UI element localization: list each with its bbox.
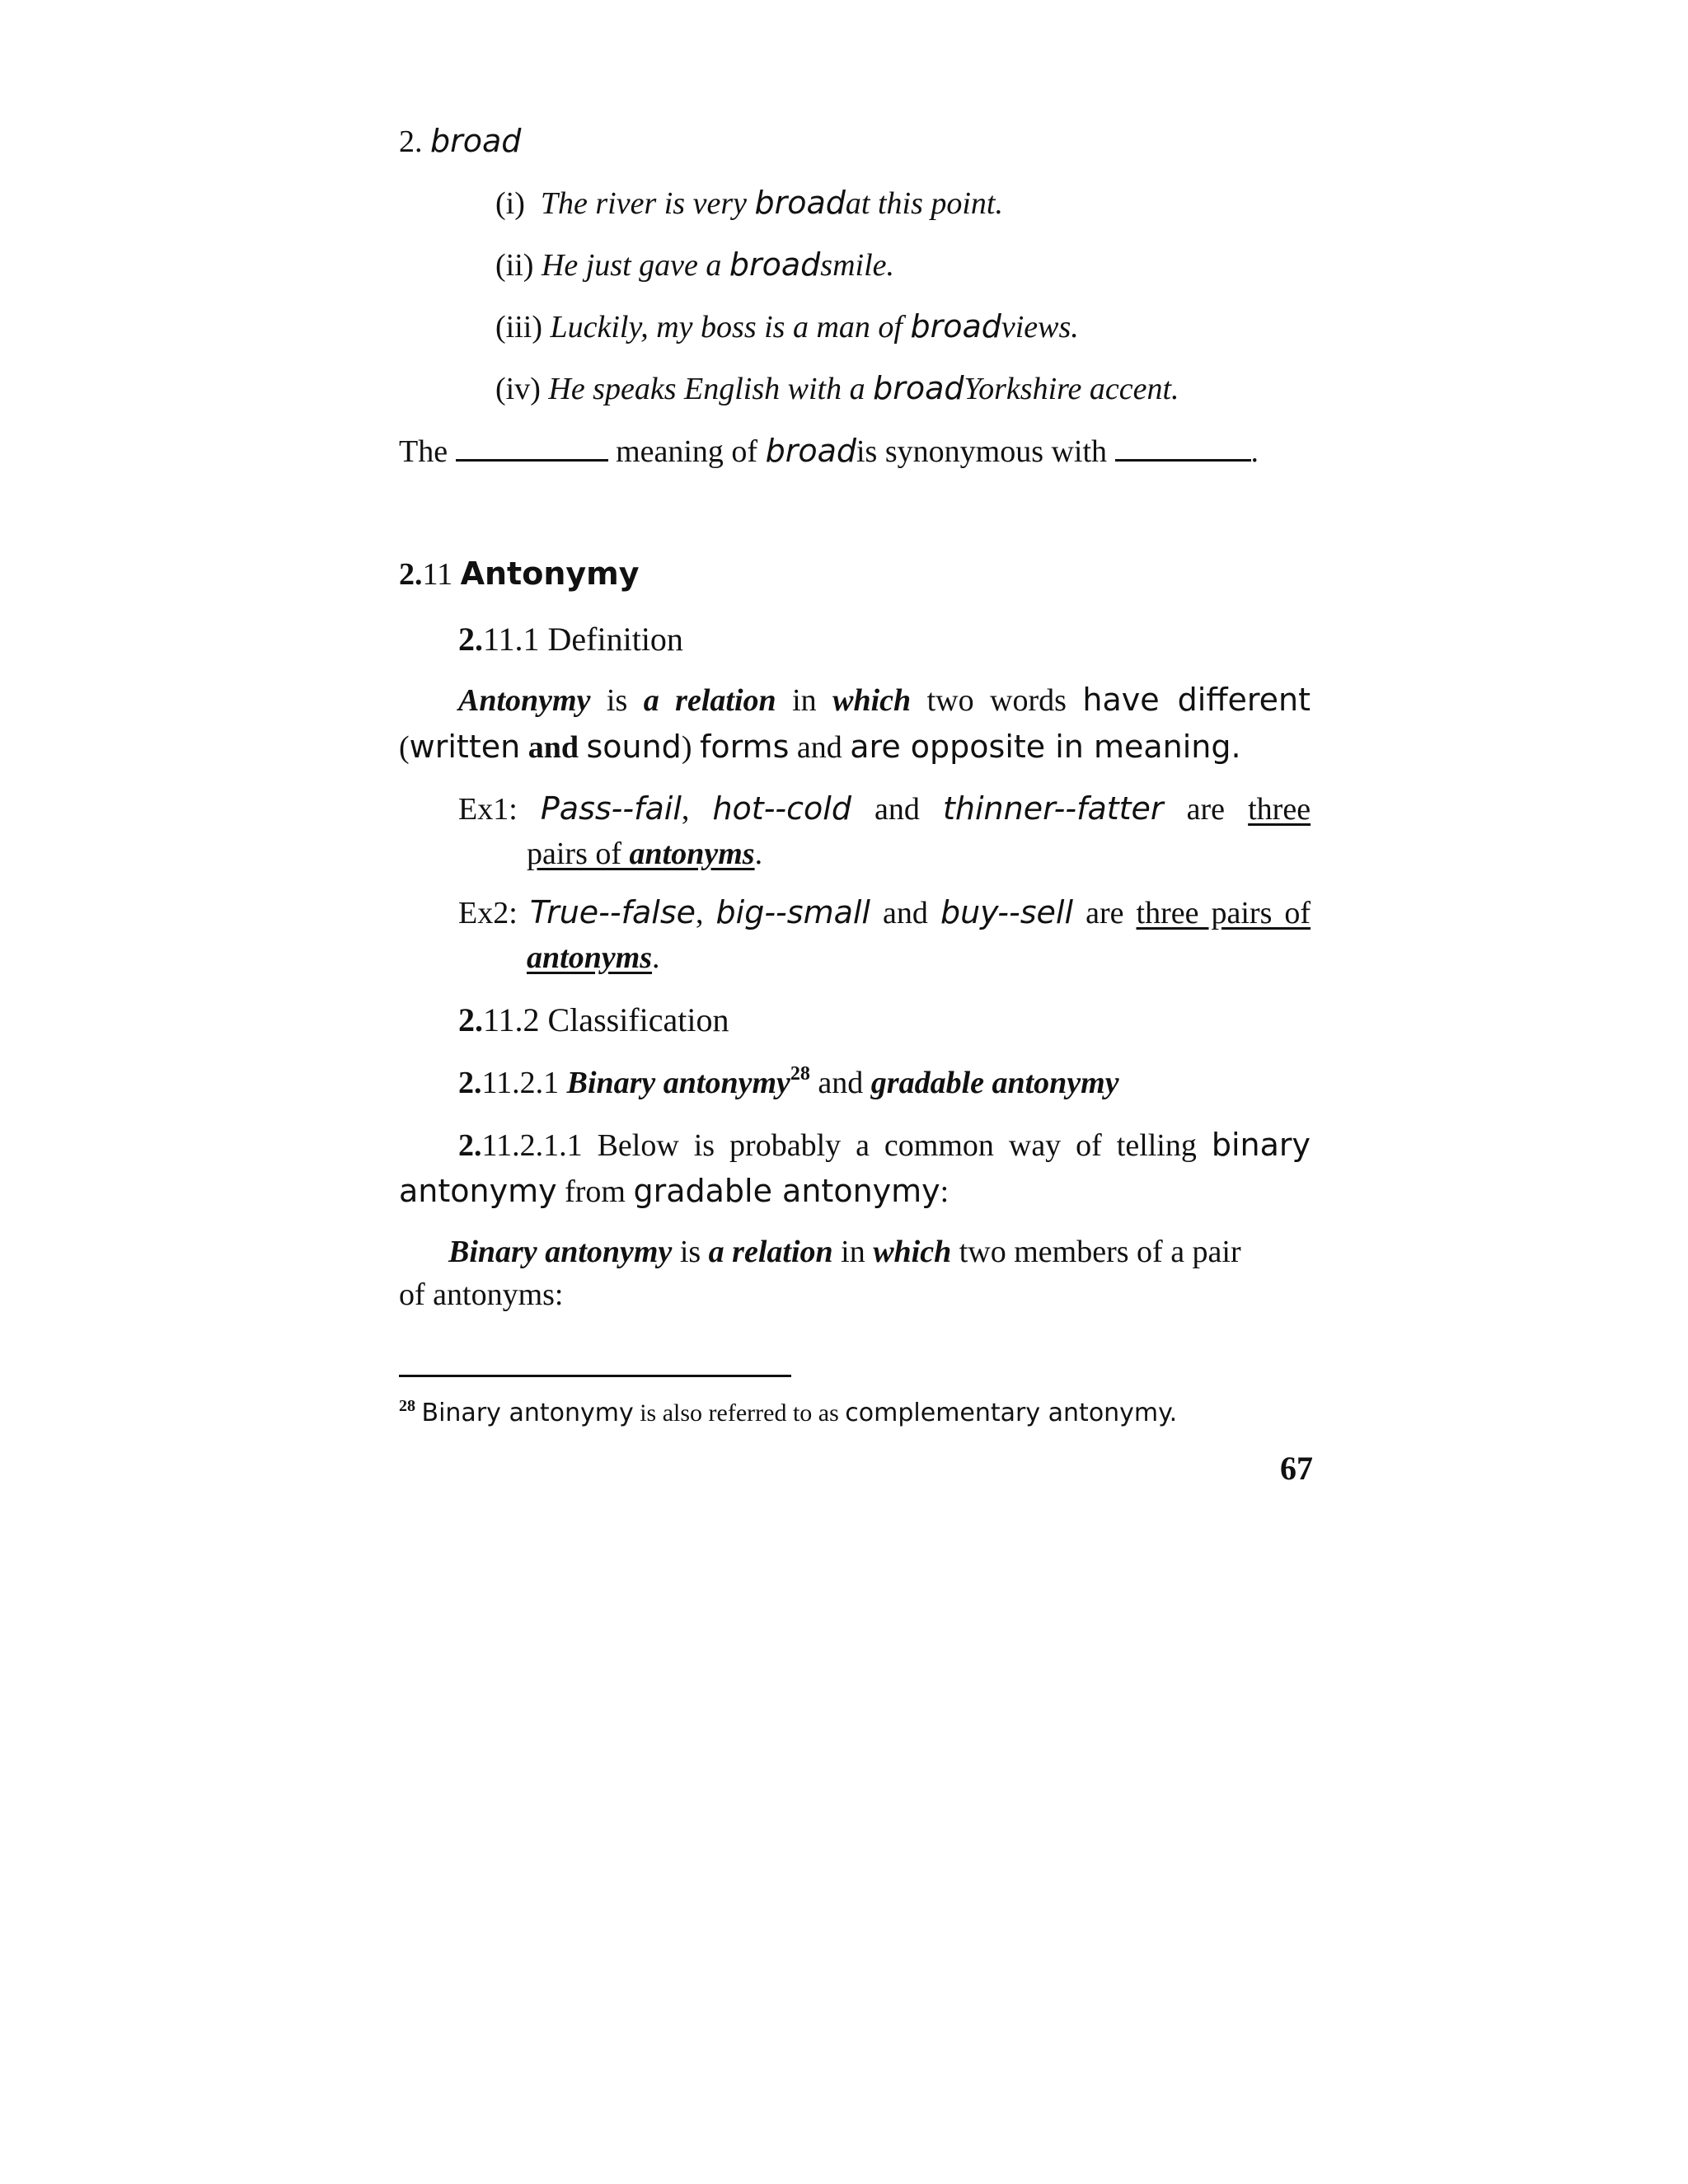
example-text: at this point. (845, 186, 1003, 221)
example-marker: (iii) (495, 310, 542, 344)
example-word: broad (873, 370, 964, 406)
paragraph-2-line-2: of antonyms: (399, 1277, 564, 1312)
item-number: 2. (399, 124, 423, 159)
subsection-heading-definition (458, 623, 683, 656)
question-text: The (399, 434, 448, 469)
answer-blank[interactable] (456, 434, 608, 462)
footnote: $^{28}$ Binary antonymy is also referred to as complementary antonymy. (399, 1397, 1178, 1427)
definition-line-1: Antonymy is a relation in which two words have different (458, 682, 1311, 718)
subsubsection-heading: 2.11.2.1 Binary antonymy$^{28}$ and gradable antonymy (458, 1063, 1119, 1100)
heading-title: Definition (547, 621, 683, 658)
example-text: He just gave a (541, 248, 722, 283)
example-iv (495, 370, 1179, 406)
section-heading (399, 555, 640, 592)
example-text: views. (1001, 310, 1079, 344)
definition-line-2: (written and sound) forms and are opposite in meaning. (399, 729, 1241, 765)
example-word: broad (754, 185, 846, 221)
example-1-line-2: pairs of antonyms. (527, 837, 763, 871)
example-text: Yorkshire accent. (964, 372, 1179, 406)
section-number: 11 (422, 557, 453, 592)
example-i (495, 187, 1003, 219)
example-ii (495, 246, 895, 283)
example-text: He speaks English with a (548, 372, 865, 406)
example-1-line-1: Ex1: Pass--fail, hot--cold and thinner--fatter are three (458, 790, 1311, 827)
example-2-line-1: Ex2: True--false, big--small and buy--sell are three pairs of (458, 894, 1311, 930)
example-2-line-2: antonyms. (527, 940, 660, 975)
footnote-separator (399, 1375, 791, 1377)
example-marker: (iv) (495, 372, 541, 406)
paragraph-1-line-1: 2.11.2.1.1 Below is probably a common way of telling binary (458, 1127, 1311, 1163)
section-title: Antonymy (460, 555, 640, 592)
footnote-marker[interactable]: 28 (790, 1063, 810, 1085)
item-heading (399, 125, 521, 157)
example-text: The river is very (540, 186, 747, 221)
heading-number-bold: 2. (458, 621, 483, 658)
question-word: broad (765, 433, 856, 469)
item-word: broad (430, 123, 522, 159)
example-text: smile. (820, 248, 895, 283)
example-text: Luckily, my boss is a man of (550, 310, 903, 344)
heading-number: 11.1 (483, 621, 540, 658)
example-word: broad (910, 308, 1001, 344)
footnote-number: 28 (399, 1397, 415, 1415)
question-text: meaning of (616, 434, 758, 469)
paragraph-1-line-2: antonymy from gradable antonymy: (399, 1173, 950, 1209)
page-number: 67 (1280, 1450, 1313, 1487)
paragraph-2-line-1: Binary antonymy is a relation in which two members of a pair (448, 1235, 1241, 1269)
example-marker: (ii) (495, 248, 534, 283)
answer-blank[interactable] (1115, 434, 1251, 462)
section-number-bold: 2. (399, 557, 423, 592)
example-word: broad (729, 246, 821, 283)
example-iii (495, 308, 1079, 344)
question-text: is synonymous with (856, 434, 1108, 469)
example-marker: (i) (495, 186, 525, 221)
question-end: . (1250, 434, 1259, 469)
subsection-heading-classification: 2.11.2 Classification (458, 1001, 729, 1038)
fill-in-question (399, 434, 1259, 467)
